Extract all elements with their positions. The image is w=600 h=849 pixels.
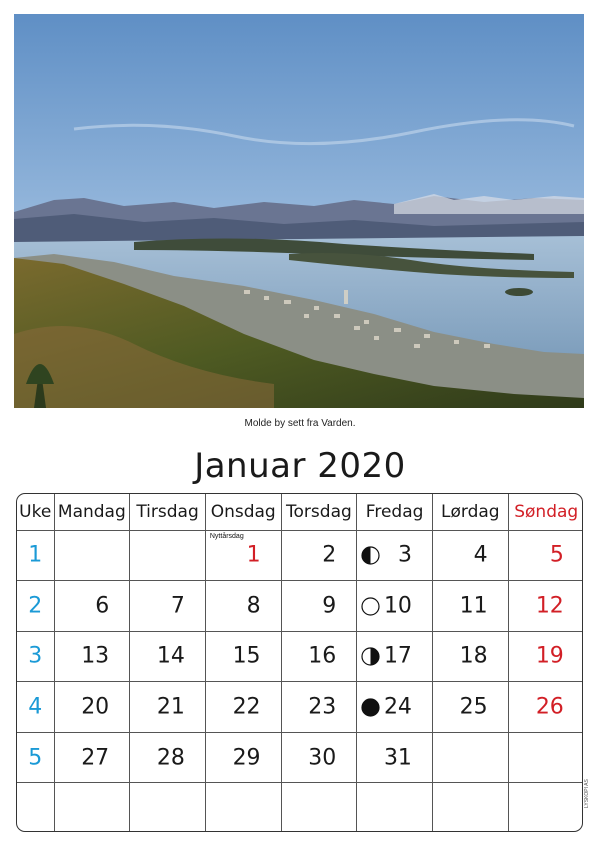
week-number-cell (17, 783, 54, 832)
day-number: 26 (535, 694, 564, 720)
day-cell (357, 581, 433, 632)
calendar-week-row (17, 530, 583, 581)
week-number: 3 (28, 643, 43, 669)
day-number: 27 (81, 745, 110, 771)
day-cell (432, 783, 508, 832)
day-number: 15 (232, 643, 261, 669)
week-number: 2 (28, 593, 43, 619)
day-number: 20 (81, 694, 110, 720)
first-quarter-moon-icon (361, 546, 380, 565)
day-number: 23 (308, 694, 337, 720)
day-cell (130, 783, 206, 832)
week-number: 5 (28, 745, 43, 771)
day-cell (205, 682, 281, 733)
day-cell (205, 530, 281, 581)
day-number: 5 (549, 542, 564, 568)
day-cell (508, 631, 583, 682)
day-cell (54, 783, 130, 832)
day-number: 9 (322, 593, 337, 619)
day-cell (54, 530, 130, 581)
day-cell (281, 631, 357, 682)
day-number: 19 (535, 643, 564, 669)
weekday-header-sunday: Søndag (508, 494, 583, 530)
day-cell (508, 783, 583, 832)
holiday-label: Nyttårsdag (209, 532, 244, 540)
day-cell (357, 783, 433, 832)
week-number-cell (17, 631, 54, 682)
day-cell (432, 732, 508, 783)
calendar-week-row (17, 682, 583, 733)
day-cell (432, 631, 508, 682)
day-number: 2 (322, 542, 337, 568)
day-number: 24 (383, 694, 412, 720)
day-cell (508, 732, 583, 783)
day-number: 11 (459, 593, 488, 619)
printer-mark: LYSKOPI AS (584, 779, 590, 808)
day-cell (205, 732, 281, 783)
day-cell (432, 581, 508, 632)
day-cell (357, 530, 433, 581)
week-number-cell (17, 530, 54, 581)
full-moon-moon-icon (361, 597, 380, 616)
week-number-cell (17, 581, 54, 632)
week-number-cell (17, 732, 54, 783)
day-cell (54, 581, 130, 632)
molde-landscape-image (14, 14, 584, 408)
weekday-header-tuesday: Tirsdag (130, 494, 206, 530)
day-cell (205, 783, 281, 832)
day-cell (508, 530, 583, 581)
day-number: 25 (459, 694, 488, 720)
calendar-week-row (17, 581, 583, 632)
day-cell (205, 631, 281, 682)
day-number: 30 (308, 745, 337, 771)
day-cell (281, 732, 357, 783)
day-number: 12 (535, 593, 564, 619)
day-number: 8 (246, 593, 261, 619)
week-column-header: Uke (17, 494, 54, 530)
day-number: 29 (232, 745, 261, 771)
day-cell (130, 530, 206, 581)
day-number: 13 (81, 643, 110, 669)
day-cell (432, 530, 508, 581)
day-cell (357, 732, 433, 783)
calendar-body (17, 530, 583, 832)
calendar-grid (16, 493, 583, 832)
day-number: 1 (246, 542, 261, 568)
weekday-header-friday: Fredag (357, 494, 433, 530)
day-cell (357, 631, 433, 682)
weekday-header-thursday: Torsdag (281, 494, 357, 530)
landscape-photo (14, 14, 584, 408)
day-cell (54, 631, 130, 682)
new-moon-moon-icon (361, 698, 380, 717)
day-cell (130, 631, 206, 682)
day-number: 22 (232, 694, 261, 720)
day-cell (130, 581, 206, 632)
day-number: 6 (95, 593, 110, 619)
day-cell (281, 581, 357, 632)
day-cell (54, 682, 130, 733)
week-number: 1 (28, 542, 43, 568)
calendar-week-row (17, 631, 583, 682)
last-quarter-moon-icon (361, 647, 380, 666)
day-number: 4 (473, 542, 488, 568)
calendar-week-row (17, 732, 583, 783)
weekday-header-saturday: Lørdag (432, 494, 508, 530)
week-number-cell (17, 682, 54, 733)
day-cell (130, 732, 206, 783)
day-cell (508, 581, 583, 632)
photo-caption: Molde by sett fra Varden. (244, 418, 356, 429)
day-number: 21 (156, 694, 185, 720)
day-cell (281, 783, 357, 832)
month-title: Januar 2020 (194, 446, 406, 486)
day-number: 3 (397, 542, 412, 568)
day-cell (432, 682, 508, 733)
day-number: 14 (156, 643, 185, 669)
day-number: 31 (383, 745, 412, 771)
day-number: 16 (308, 643, 337, 669)
day-cell (357, 682, 433, 733)
day-cell (130, 682, 206, 733)
day-number: 18 (459, 643, 488, 669)
day-cell (508, 682, 583, 733)
calendar-week-row (17, 783, 583, 832)
day-cell (281, 530, 357, 581)
weekday-header-monday: Mandag (54, 494, 130, 530)
weekday-header-wednesday: Onsdag (205, 494, 281, 530)
day-number: 7 (170, 593, 185, 619)
weekday-header-row (17, 494, 583, 530)
day-cell (54, 732, 130, 783)
day-number: 28 (156, 745, 185, 771)
day-cell (281, 682, 357, 733)
week-number: 4 (28, 694, 43, 720)
day-cell (205, 581, 281, 632)
day-number: 17 (383, 643, 412, 669)
day-number: 10 (383, 593, 412, 619)
